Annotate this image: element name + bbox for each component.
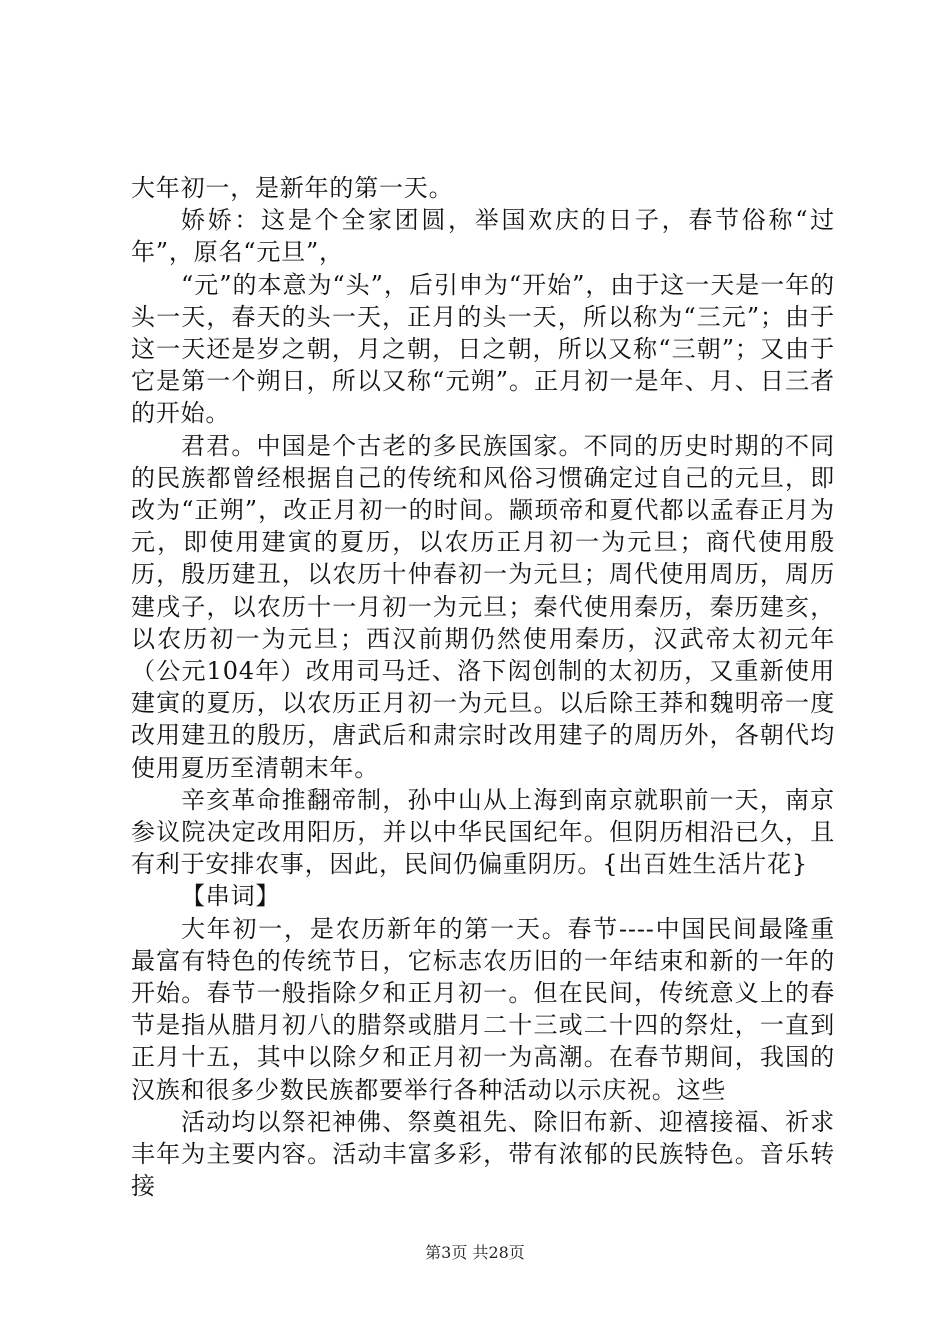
paragraph-7: 活动均以祭祀神佛、祭奠祖先、除旧布新、迎禧接福、祈求丰年为主要内容。活动丰富多彩，带有浓郁的民族特色。音乐转接: [131, 1107, 835, 1201]
page-number-label: 第3页 共28页: [425, 1243, 525, 1262]
paragraph-6: 大年初一，是农历新年的第一天。春节----中国民间最隆重最富有特色的传统节日，它标志农历旧的一年结束和新的一年的开始。春节一般指除夕和正月初一。但在民间，传统意义上的春节是指从腊月初八的腊祭或腊月二十三或二十四的祭灶，一直到正月十五，其中以除夕和正月初一为高潮。在春节期间，我国的汉族和很多少数民族都要举行各种活动以示庆祝。这些: [131, 914, 835, 1104]
paragraph-5: 辛亥革命推翻帝制，孙中山从上海到南京就职前一天，南京参议院决定改用阳历，并以中华民国纪年。但阴历相沿已久，且有利于安排农事，因此，民间仍偏重阴历。{出百姓生活片花}: [131, 785, 835, 879]
paragraph-2: 娇娇：这是个全家团圆，举国欢庆的日子，春节俗称“过年”，原名“元旦”，: [131, 206, 835, 267]
paragraph-3: “元”的本意为“头”，后引申为“开始”，由于这一天是一年的头一天，春天的头一天，正月的头一天，所以称为“三元”；由于这一天还是岁之朝，月之朝，日之朝，所以又称“三朝”；又由于它是第一个朔日，所以又称“元朔”。正月初一是年、月、日三者的开始。: [131, 270, 835, 428]
section-heading-chuanci: 【串词】: [181, 882, 281, 911]
paragraph-1: 大年初一，是新年的第一天。: [131, 174, 454, 202]
paragraph-4: 君君。中国是个古老的多民族国家。不同的历史时期的不同的民族都曾经根据自己的传统和风俗习惯确定过自己的元旦，即改为“正朔”，改正月初一的时间。颛顼帝和夏代都以孟春正月为元，即使用建寅的夏历，以农历正月初一为元旦；商代使用殷历，殷历建丑，以农历十仲春初一为元旦；周代使用周历，周历建戌子，以农历十一月初一为元旦；秦代使用秦历，秦历建亥，以农历初一为元旦；西汉前期仍然使用秦历，汉武帝太初元年（公元104年）改用司马迁、洛下闳创制的太初历，又重新使用建寅的夏历，以农历正月初一为元旦。以后除王莽和魏明帝一度改用建丑的殷历，唐武后和肃宗时改用建子的周历外，各朝代均使用夏历至清朝末年。: [131, 431, 835, 782]
document-body: [131, 172, 835, 1203]
page-footer: [0, 1243, 950, 1263]
